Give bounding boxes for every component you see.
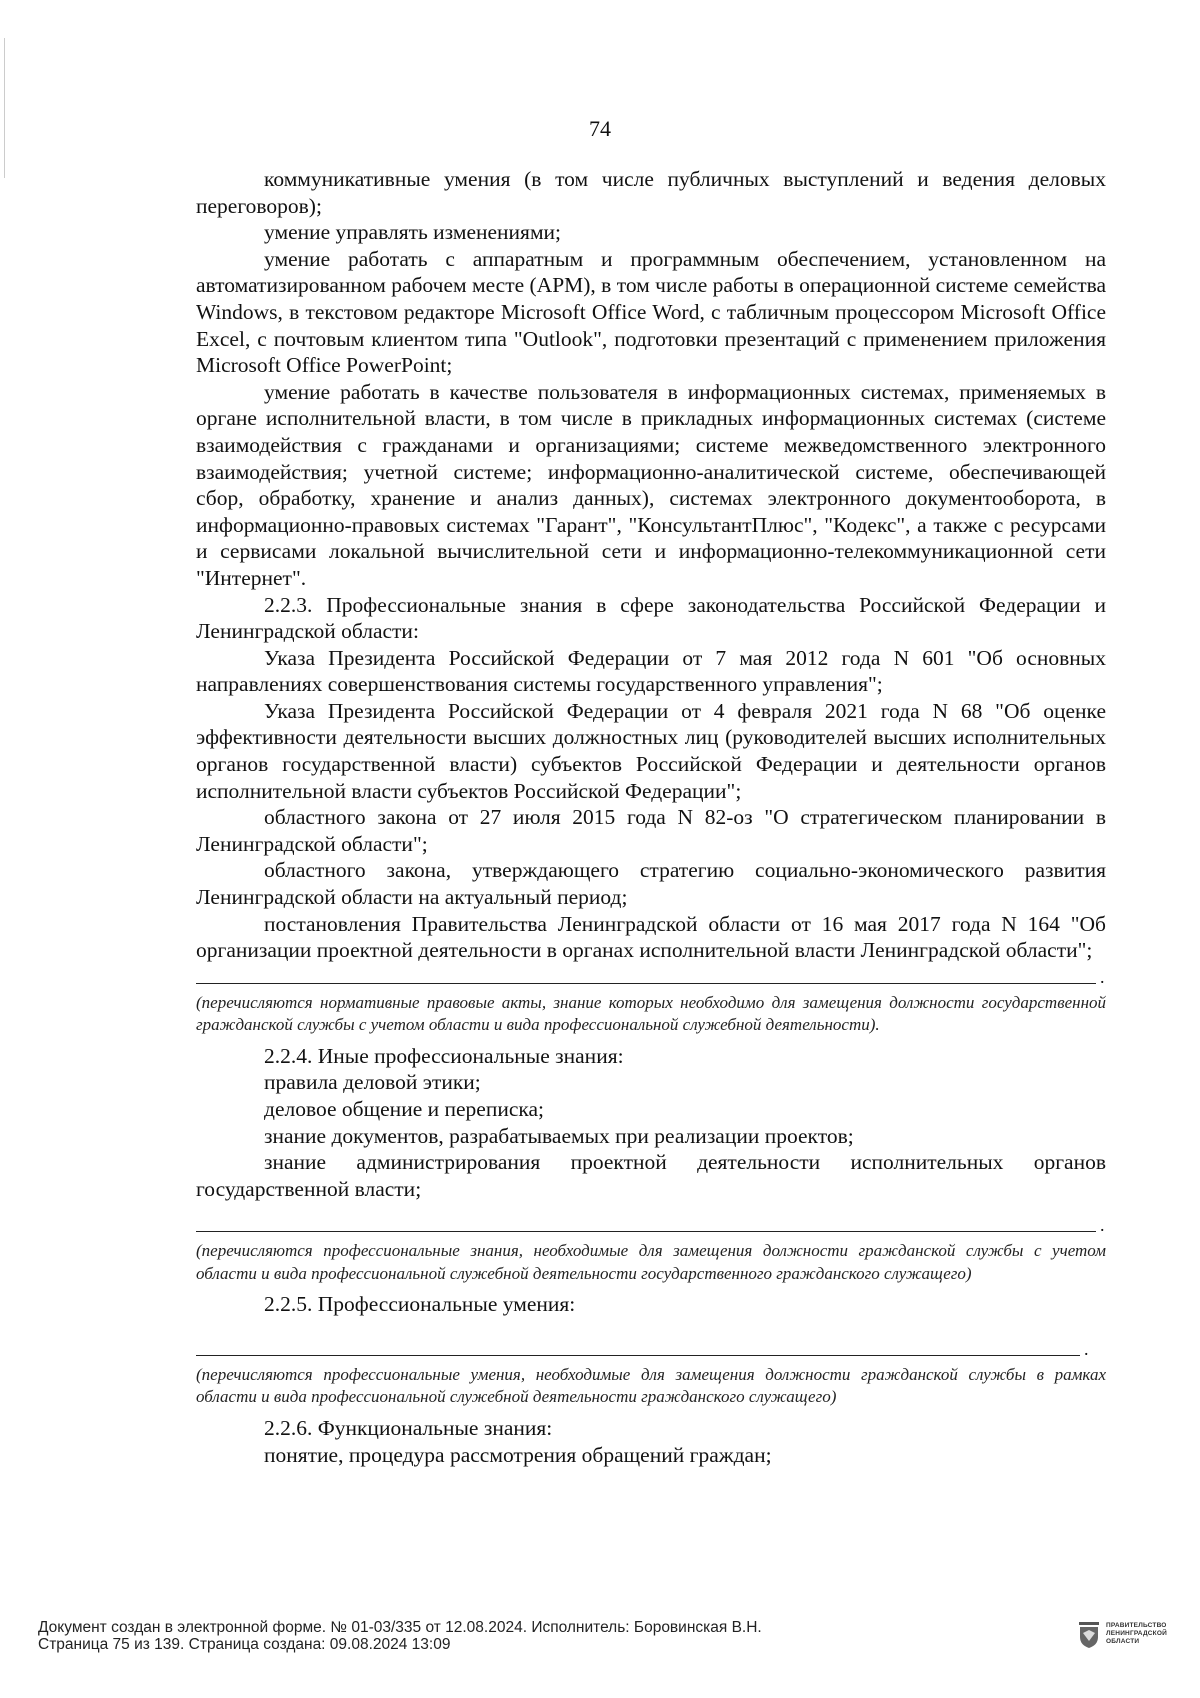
fill-in-line — [196, 1202, 1106, 1238]
underline-rule — [196, 1355, 1080, 1356]
rule-period: . — [1100, 966, 1105, 987]
section-heading-2-2-6: 2.2.6. Функциональные знания: — [264, 1415, 553, 1440]
logo-text: ПРАВИТЕЛЬСТВО ЛЕНИНГРАДСКОЙ ОБЛАСТИ — [1106, 1622, 1167, 1645]
paragraph: Указа Президента Российской Федерации от 4 февраля 2021 года N 68 "Об оценке эффективности деятельности высших должностных лиц (руководителей высших исполнительных органов государственной власти) субъектов Российской Федерации и деятельности органов исполнительной власти субъектов Российской Федерации"; — [196, 698, 1106, 803]
fill-in-line — [196, 964, 1106, 990]
list-item: правила деловой этики; — [264, 1070, 481, 1095]
paragraph: областного закона от 27 июля 2015 года N 82-оз "О стратегическом планировании в Ленинградской области"; — [196, 805, 1106, 856]
section-heading-2-2-4: 2.2.4. Иные профессиональные знания: — [264, 1043, 624, 1068]
fill-in-line — [196, 1318, 1106, 1362]
document-footer — [38, 1619, 762, 1653]
footer-line-document-info: Документ создан в электронной форме. № 01-03/335 от 12.08.2024. Исполнитель: Боровинская В.Н. — [38, 1619, 762, 1636]
underline-rule — [196, 983, 1096, 984]
paragraph: областного закона, утверждающего стратегию социально-экономического развития Ленинградской области на актуальный период; — [196, 858, 1106, 910]
paragraph: коммуникативные умения (в том числе публичных выступлений и ведения деловых переговоров); — [196, 167, 1106, 218]
government-logo — [1078, 1621, 1178, 1651]
coat-of-arms-icon — [1078, 1621, 1100, 1649]
footnote-instruction: (перечисляются нормативные правовые акты, знание которых необходимо для замещения должности государственной гражданской службы с учетом области и вида профессиональной служебной деятельности). — [196, 992, 1106, 1035]
section-heading-2-2-5: 2.2.5. Профессиональные умения: — [264, 1292, 576, 1317]
list-item: знание документов, разрабатываемых при реализации проектов; — [264, 1123, 854, 1148]
footnote-instruction: (перечисляются профессиональные умения, необходимые для замещения должности гражданской службы в рамках области и вида профессиональной служебной деятельности гражданского служащего) — [196, 1364, 1106, 1407]
list-item: понятие, процедура рассмотрения обращений граждан; — [264, 1442, 772, 1467]
paragraph: умение работать с аппаратным и программным обеспечением, установленном на автоматизированном рабочем месте (АРМ), в том числе работы в операционной системе семейства Windows, в текстовом редакторе Microsoft Office Word, с табличным процессором Microsoft Office Excel, с почтовым клиентом типа "Outlook", подготовки презентаций с применением приложения Microsoft Office PowerPoint; — [196, 246, 1106, 378]
footnote-instruction: (перечисляются профессиональные знания, необходимые для замещения должности гражданской службы с учетом области и вида профессиональной служебной деятельности государственного гражданского служащего) — [196, 1241, 1106, 1283]
underline-rule — [196, 1231, 1096, 1232]
paragraph: умение управлять изменениями; — [264, 220, 562, 245]
section-heading-2-2-3: 2.2.3. Профессиональные знания в сфере законодательства Российской Федерации и Ленинградской области: — [196, 592, 1106, 644]
rule-period: . — [1084, 1338, 1089, 1359]
list-item: знание администрирования проектной деятельности исполнительных органов государственной власти; — [196, 1150, 1106, 1201]
page-number: 74 — [589, 116, 611, 141]
document-body — [196, 166, 1106, 1468]
footer-line-page-info: Страница 75 из 139. Страница создана: 09.08.2024 13:09 — [38, 1636, 451, 1653]
list-item: деловое общение и переписка; — [264, 1097, 545, 1121]
paragraph: Указа Президента Российской Федерации от 7 мая 2012 года N 601 "Об основных направлениях совершенствования системы государственного управления"; — [196, 645, 1106, 697]
rule-period: . — [1100, 1215, 1105, 1236]
paragraph: умение работать в качестве пользователя в информационных системах, применяемых в органе исполнительной власти, в том числе в прикладных информационных системах (системе взаимодействия с гражданами и организациями; системе межведомственного электронного взаимодействия; учетной системе; информационно-аналитической системе, обеспечивающей сбор, обработку, хранение и анализ данных), системах электронного документооборота, в информационно-правовых системах "Гарант", "КонсультантПлюс", "Кодекс", а также с ресурсами и сервисами локальной вычислительной сети и информационно-телекоммуникационной сети "Интернет". — [196, 379, 1106, 590]
paragraph: постановления Правительства Ленинградской области от 16 мая 2017 года N 164 "Об организации проектной деятельности в органах исполнительной власти Ленинградской области"; — [196, 911, 1106, 963]
scan-edge-mark — [4, 38, 5, 178]
